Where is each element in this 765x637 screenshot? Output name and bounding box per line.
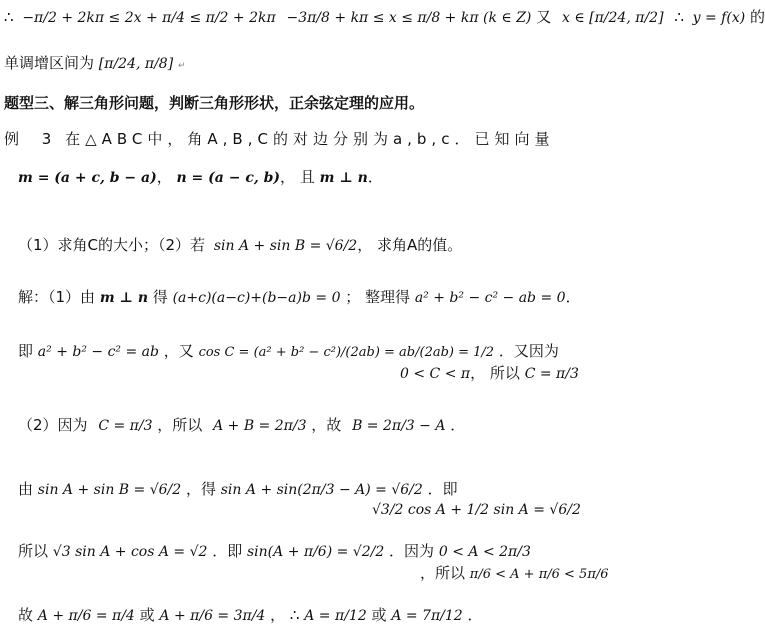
s2-you: ，又 (163, 342, 194, 360)
s5-sum: √3 sin A + cos A = √2 (52, 544, 208, 560)
s2-result: C = π/3 (524, 366, 579, 382)
s5-sine: sin(A + π/6) = √2/2 (247, 544, 385, 560)
s6-answer2: A = 7π/12 (391, 608, 463, 624)
s4-you: 由 (18, 480, 34, 498)
s5-suoyi: 所以 (18, 542, 49, 560)
s4-given: sin A + sin B = √6/2 (37, 482, 182, 498)
solution-mid: ； 整理得 (345, 288, 411, 306)
solution-product-eq: (a+c)(a−c)+(b−a)b = 0 (172, 290, 341, 306)
conj-you: 又 (536, 8, 552, 26)
s2-suoyi: 所以 (489, 364, 520, 382)
solution-line-5 (18, 540, 531, 561)
domain-x: x ∈ [π/24, π/2] (561, 10, 664, 26)
section-heading-text: 题型三、解三角形问题，判断三角形形状，正余弦定理的应用。 (4, 94, 425, 112)
solution-perp: m ⊥ n (99, 290, 149, 306)
s6-answer1: A = π/12 (304, 608, 367, 624)
s6-or: 或 (139, 606, 155, 624)
inequality-x: −3π/8 + kπ ≤ x ≤ π/8 + kπ (k ∈ Z) (286, 10, 532, 26)
s4-ji: ．即 (427, 480, 458, 498)
word-de: 的 (749, 8, 765, 26)
function-y: y = f(x) (692, 10, 746, 26)
solution-simplified: a² + b² − c² − ab = 0 (414, 290, 566, 306)
example-line (4, 128, 554, 149)
solution-line-4 (18, 478, 458, 499)
section-heading (4, 92, 424, 113)
s3-lead: （2）因为 (18, 416, 88, 434)
s2-ji: 即 (18, 342, 34, 360)
solution-line-2b: 0 < C < π， 所以 C = π/3 (400, 364, 579, 382)
s3-gu: ，故 (311, 416, 342, 434)
example-intro: 在△ABC中，角A,B,C的对边分别为a,b,c．已知向量 (65, 130, 555, 148)
s5-range2: π/6 < A + π/6 < 5π/6 (469, 567, 609, 582)
s4-expanded: sin A + sin(2π/3 − A) = √6/2 (220, 482, 423, 498)
vector-m: m = (a + c, b − a) (18, 170, 157, 186)
s6-therefore: ∴ (289, 606, 300, 624)
solution-de: 得 (152, 288, 168, 306)
s6-case1: A + π/6 = π/4 (37, 608, 135, 624)
solution-line-1: 解：（1）由 m ⊥ n 得 (a+c)(a−c)+(b−a)b = 0 ； 整理得 a² + b² − c² − ab = 0． (18, 288, 581, 306)
question-part2: 求角A的值。 (377, 236, 463, 254)
line-1 (4, 6, 765, 27)
s2-relation: a² + b² − c² = ab (37, 344, 159, 360)
s3-b: B = 2π/3 − A (352, 418, 446, 434)
s4-de: ，得 (185, 480, 216, 498)
solution-line-6: 故 A + π/6 = π/4 或 A + π/6 = 3π/4 ， ∴ A = π/12 或 A = 7π/12 ． (18, 606, 483, 624)
inequality-2x: −π/2 + 2kπ ≤ 2x + π/4 ≤ π/2 + 2kπ (22, 10, 276, 26)
s2-mid: ．又因为 (498, 342, 559, 360)
given-condition: sin A + sin B = √6/2 (213, 238, 358, 254)
condition-word: 且 (299, 168, 315, 186)
s5-yinwei: ．因为 (389, 542, 435, 560)
vector-line: m = (a + c, b − a)， n = (a − c, b)， 且 m ⊥ n． (18, 168, 383, 186)
s6-case2: A + π/6 = 3π/4 (159, 608, 266, 624)
s4-combined: √3/2 cos A + 1/2 sin A = √6/2 (372, 502, 581, 518)
s5-ji: ．即 (212, 542, 243, 560)
solution-line-3: （2）因为 C = π/3 ，所以 A + B = 2π/3 ，故 B = 2π/3 − A ． (18, 416, 466, 434)
solution-line-5b (420, 562, 609, 583)
vector-n: n = (a − c, b) (176, 170, 281, 186)
condition-perp: m ⊥ n (319, 170, 368, 186)
s3-ab: A + B = 2π/3 (213, 418, 307, 434)
s3-suoyi: ，所以 (157, 416, 203, 434)
s6-or2: 或 (371, 606, 387, 624)
solution-line-2 (18, 340, 559, 361)
s5-suoyi2: ，所以 (420, 564, 466, 582)
increasing-interval: [π/24, π/8] (98, 56, 174, 72)
therefore-symbol-2: ∴ (674, 8, 684, 26)
solution-start: 解：（1）由 (18, 288, 96, 306)
example-label: 例 3 (4, 130, 61, 148)
s5-range: 0 < A < 2π/3 (438, 544, 531, 560)
solution-line-4b (372, 500, 581, 518)
therefore-symbol: ∴ (4, 8, 14, 26)
question-part1: （1）求角C的大小；（2）若 (18, 236, 206, 254)
increasing-interval-label: 单调增区间为 (4, 54, 95, 72)
question-line: （1）求角C的大小；（2）若 sin A + sin B = √6/2， 求角A的值。 (18, 236, 463, 254)
s3-c: C = π/3 (98, 418, 153, 434)
s2-range: 0 < C < π (400, 366, 471, 382)
s2-cosine: cos C = (a² + b² − c²)/(2ab) = ab/(2ab) = 1/2 (198, 345, 495, 360)
s6-gu: 故 (18, 606, 34, 624)
line-2: 单调增区间为 [π/24, π/8] ↵ (4, 54, 186, 72)
